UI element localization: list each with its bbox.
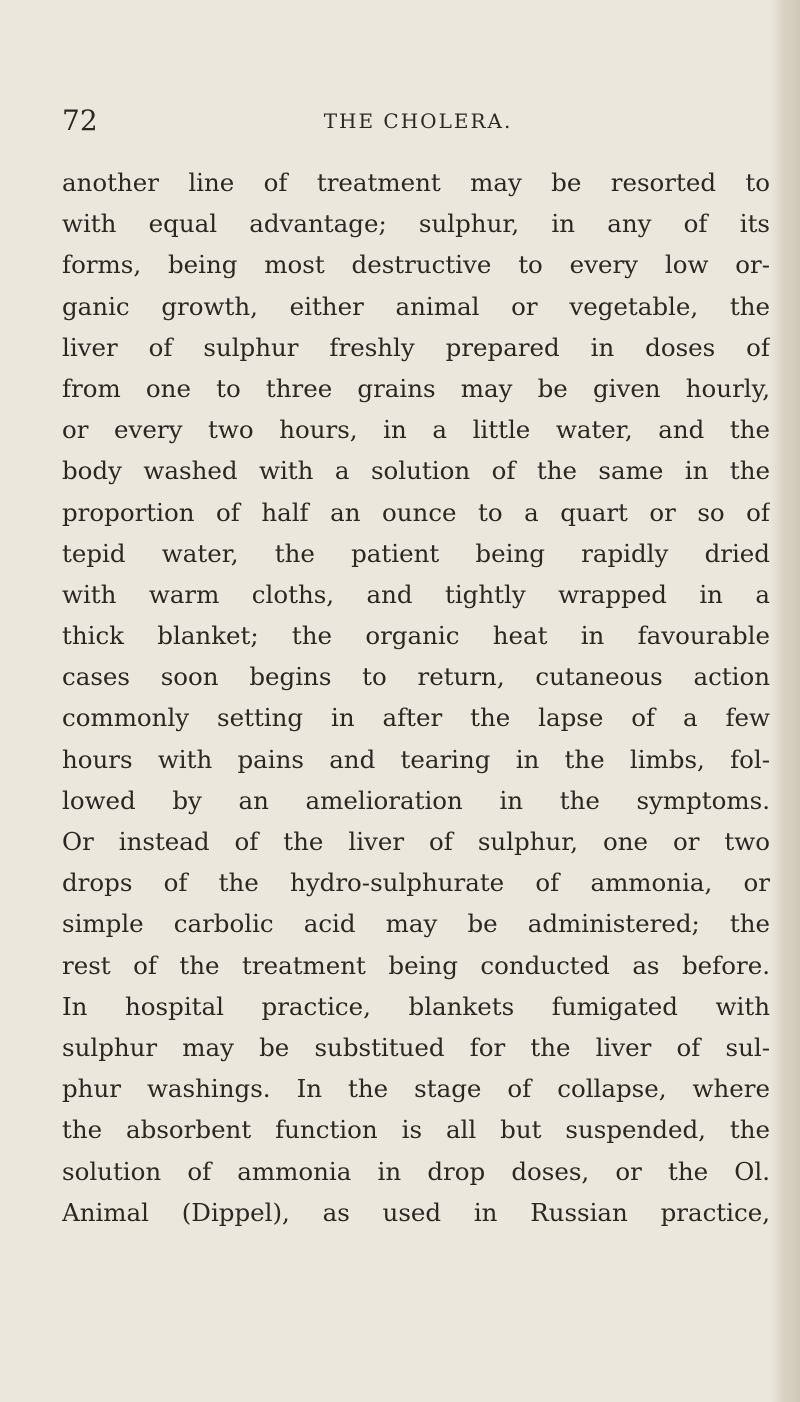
text-line: rest of the treatment being conducted as before. [62, 950, 770, 980]
text-line: cases soon begins to return, cutaneous action [62, 662, 770, 692]
text-line: hours with pains and tearing in the limbs, fol- [62, 744, 770, 774]
text-line: simple carbolic acid may be administered; the [62, 909, 770, 939]
text-line: phur washings. In the stage of collapse, where [62, 1074, 770, 1104]
text-line: drops of the hydro-sulphurate of ammonia, or [62, 868, 770, 898]
text-line: forms, being most destructive to every low or- [62, 250, 770, 280]
page-edge-shadow [770, 0, 800, 1402]
text-line: thick blanket; the organic heat in favourable [62, 621, 770, 651]
text-line: ganic growth, either animal or vegetable, the [62, 291, 770, 321]
text-line: another line of treatment may be resorted to [62, 168, 770, 197]
text-line: tepid water, the patient being rapidly dried [62, 538, 770, 568]
text-line: In hospital practice, blankets fumigated with [62, 991, 770, 1021]
text-line: Animal (Dippel), as used in Russian practice, [62, 1197, 770, 1227]
text-line: with equal advantage; sulphur, in any of its [62, 209, 770, 239]
text-line: the absorbent function is all but suspended, the [62, 1115, 770, 1145]
text-line: solution of ammonia in drop doses, or the Ol. [62, 1156, 770, 1186]
page-number: 72 [62, 104, 98, 137]
text-line: Or instead of the liver of sulphur, one or two [62, 827, 770, 856]
running-title: THE CHOLERA. [323, 109, 513, 133]
text-line: body washed with a solution of the same in the [62, 456, 770, 486]
text-line: lowed by an amelioration in the symptoms. [62, 785, 770, 815]
text-line: with warm cloths, and tightly wrapped in a [62, 579, 770, 609]
text-line: proportion of half an ounce to a quart or so of [62, 497, 770, 527]
text-line: commonly setting in after the lapse of a few [62, 703, 770, 733]
body-text [62, 162, 770, 1233]
running-head [62, 101, 774, 141]
text-line: liver of sulphur freshly prepared in doses of [62, 332, 770, 362]
text-line: sulphur may be substitued for the liver of sul- [62, 1032, 770, 1062]
text-line: from one to three grains may be given hourly, [62, 373, 770, 403]
text-line: or every two hours, in a little water, and the [62, 415, 770, 445]
